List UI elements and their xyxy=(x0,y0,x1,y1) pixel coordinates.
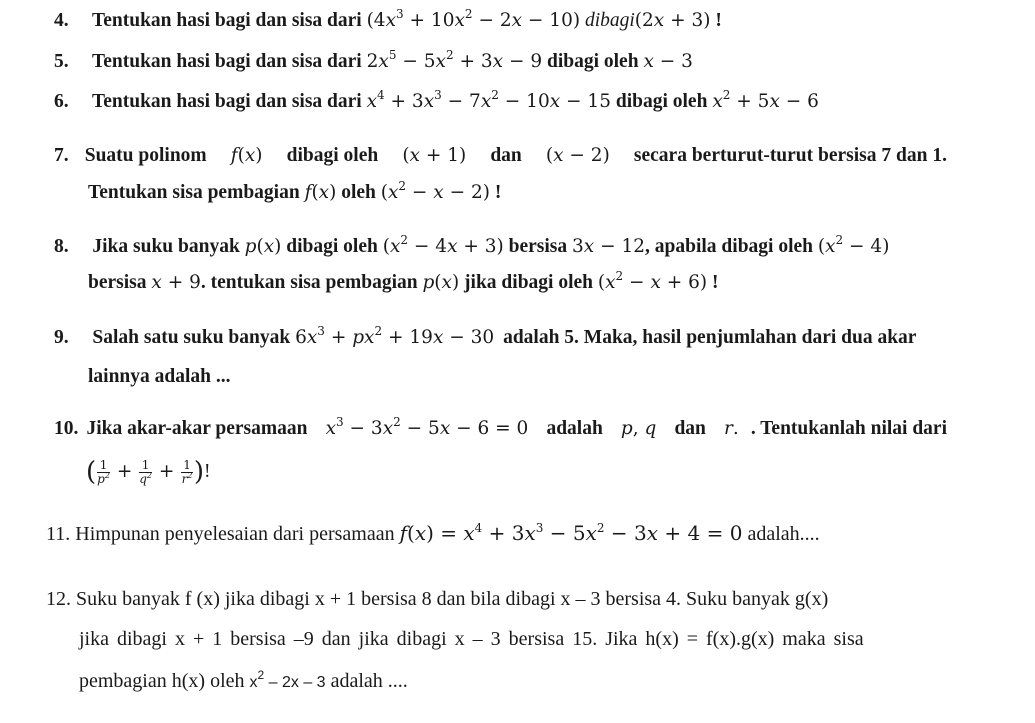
question-number: 8. xyxy=(54,236,69,257)
question-6 xyxy=(54,89,819,115)
question-text: adalah .... xyxy=(330,670,408,692)
question-text: bersisa xyxy=(88,272,147,293)
question-text: lainnya adalah ... xyxy=(88,366,231,387)
math-expression: $(x^2 - x + 6)$ xyxy=(597,269,708,293)
question-number: 7. xyxy=(54,145,69,166)
question-text: adalah xyxy=(546,418,603,439)
question-text: dibagi xyxy=(584,10,635,31)
question-number: 10. xyxy=(54,418,79,439)
question-text: dibagi oleh xyxy=(286,236,378,257)
question-number: 12. xyxy=(46,588,71,610)
question-7-line-2 xyxy=(88,180,501,206)
math-expression: (x − 2) xyxy=(545,145,610,166)
question-number: 9. xyxy=(54,327,69,348)
math-expression: $(x^2 - x - 2)$ xyxy=(380,179,490,203)
question-text: adalah.... xyxy=(747,523,820,545)
question-text: Tentukan sisa pembagian xyxy=(88,182,300,203)
question-text: Jika akar-akar persamaan xyxy=(86,418,308,439)
question-text: ! xyxy=(715,10,722,31)
question-12-line-2 xyxy=(79,626,864,652)
question-9-line-2 xyxy=(88,364,231,390)
question-text: ! xyxy=(494,182,502,203)
question-text: dan xyxy=(674,418,706,439)
question-text: . Tentukanlah nilai dari xyxy=(750,418,947,439)
question-text: , apabila dibagi oleh xyxy=(645,236,813,257)
question-text: secara berturut-turut bersisa 7 dan 1. xyxy=(633,145,947,166)
math-expression: $2x^5 - 5x^2 + 3x - 9$ xyxy=(366,48,543,72)
math-expression: r. xyxy=(723,418,739,439)
question-5 xyxy=(54,49,693,75)
math-expression: (2x + 3) xyxy=(634,10,711,31)
math-expression: x − 3 xyxy=(643,51,693,72)
math-expression: $(4x^3 + 10x^2 - 2x - 10)$ xyxy=(366,7,581,31)
question-text: dibagi oleh xyxy=(546,51,639,72)
question-text: adalah 5. Maka, hasil penjumlahan dari dua akar xyxy=(503,327,917,348)
math-expression: 3x − 12 xyxy=(572,236,646,257)
math-expression: $x^3 - 3x^2 - 5x - 6 = 0$ xyxy=(325,415,529,439)
question-text: ! xyxy=(204,461,211,482)
question-text: . tentukan sisa pembagian xyxy=(200,272,418,293)
question-number: 6. xyxy=(54,91,69,112)
question-number: 4. xyxy=(54,10,69,31)
question-4 xyxy=(54,8,722,34)
math-expression: x + 9 xyxy=(151,272,201,293)
question-text: pembagian h(x) oleh xyxy=(79,670,245,692)
question-text: bersisa xyxy=(508,236,568,257)
question-8-line-2 xyxy=(88,270,719,296)
question-8-line-1 xyxy=(54,234,889,260)
question-text: Tentukan hasi bagi dan sisa dari xyxy=(92,91,362,112)
question-12-line-1 xyxy=(46,586,828,612)
question-text: jika dibagi x + 1 bersisa –9 dan jika dibagi x – 3 bersisa 15. Jika h(x) = f(x).g(x) maka sisa xyxy=(79,628,864,650)
math-expression: f(x) xyxy=(304,182,337,203)
question-10-line-2 xyxy=(86,454,211,490)
question-10-line-1 xyxy=(54,416,947,442)
math-expression: p, q xyxy=(620,418,657,439)
question-number: 5. xyxy=(54,51,69,72)
question-text: Jika suku banyak xyxy=(92,236,240,257)
question-7-line-1 xyxy=(54,143,947,169)
question-text: Tentukan hasi bagi dan sisa dari xyxy=(92,51,362,72)
math-expression: p(x) xyxy=(422,272,460,293)
math-expression: $x^2 + 5x - 6$ xyxy=(712,88,819,112)
question-text: Tentukan hasi bagi dan sisa dari xyxy=(92,10,362,31)
math-expression: $f(x) = x^4 + 3x^3 - 5x^2 - 3x + 4 = 0$ xyxy=(399,521,743,545)
question-9-line-1 xyxy=(54,325,916,351)
math-expression: $x^4 + 3x^3 - 7x^2 - 10x - 15$ xyxy=(366,88,611,112)
math-expression: ( $\frac{1}{p^2}$ + $\frac{1}{q^2}$ + $\frac{1}{r^2}$ ) xyxy=(86,457,205,487)
question-12-line-3 xyxy=(79,668,408,696)
question-text: dan xyxy=(490,145,522,166)
question-text: jika dibagi oleh xyxy=(464,272,593,293)
math-expression: (x + 1) xyxy=(402,145,467,166)
math-expression: p(x) xyxy=(244,236,282,257)
question-text: dibagi oleh xyxy=(286,145,379,166)
math-expression: f(x) xyxy=(230,145,263,166)
math-expression: $x^2 - 2x - 3$ xyxy=(249,668,326,691)
question-text: Salah satu suku banyak xyxy=(92,327,291,348)
question-text: oleh xyxy=(341,182,376,203)
question-11 xyxy=(46,520,820,547)
math-expression: $(x^2 - 4)$ xyxy=(817,233,890,257)
question-number: 11. xyxy=(46,523,71,545)
question-text: ! xyxy=(712,272,719,293)
question-text: Suku banyak f (x) jika dibagi x + 1 bersisa 8 dan bila dibagi x – 3 bersisa 4. Suku banyak g(x) xyxy=(76,588,829,610)
question-text: Himpunan penyelesaian dari persamaan xyxy=(75,523,395,545)
question-text: dibagi oleh xyxy=(615,91,708,112)
math-expression: $(x^2 - 4x + 3)$ xyxy=(382,233,504,257)
math-expression: $6x^3 + px^2 + 19x - 30$ xyxy=(295,324,495,348)
question-text: Suatu polinom xyxy=(84,145,207,166)
